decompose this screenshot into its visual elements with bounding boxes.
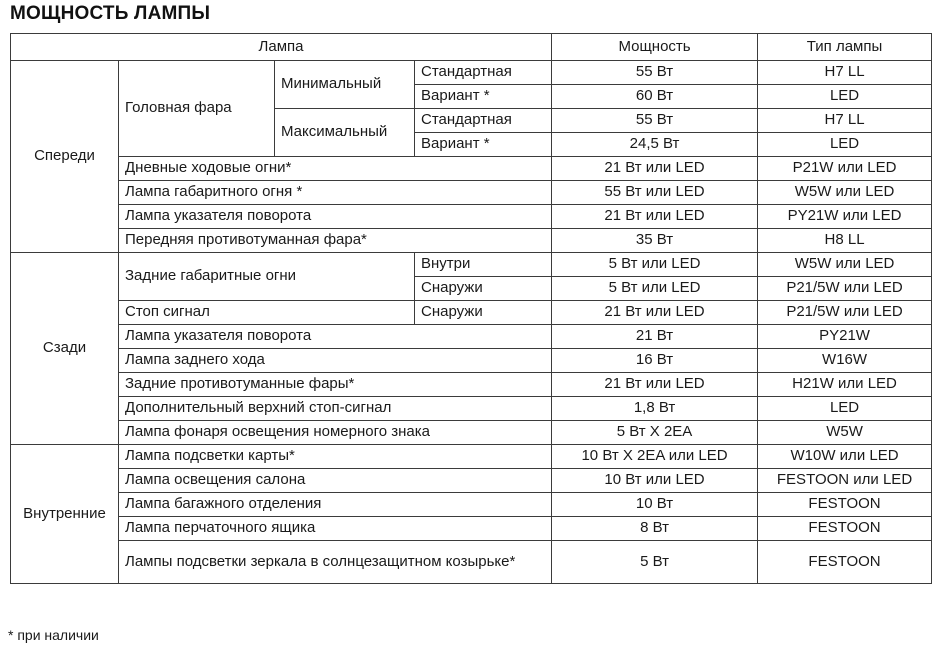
lamp-name-drl: Дневные ходовые огни* bbox=[119, 157, 552, 181]
table-body bbox=[11, 61, 932, 584]
table-row bbox=[11, 181, 932, 205]
page-title: МОЩНОСТЬ ЛАМПЫ bbox=[10, 3, 211, 24]
lamp-sub-low-beam: Минимальный bbox=[275, 61, 415, 109]
section-label-front: Спереди bbox=[11, 61, 119, 253]
bulb-type-value: P21/5W или LED bbox=[758, 301, 932, 325]
bulb-type-value: LED bbox=[758, 397, 932, 421]
table-row bbox=[11, 397, 932, 421]
bulb-type-value: H7 LL bbox=[758, 109, 932, 133]
lamp-name-room-lamp: Лампа освещения салона bbox=[119, 469, 552, 493]
lamp-name-license-plate: Лампа фонаря освещения номерного знака bbox=[119, 421, 552, 445]
bulb-type-value: FESTOON или LED bbox=[758, 469, 932, 493]
lamp-variant-option: Вариант * bbox=[415, 85, 552, 109]
power-value: 24,5 Вт bbox=[552, 133, 758, 157]
lamp-name-stop-signal: Стоп сигнал bbox=[119, 301, 415, 325]
power-value: 8 Вт bbox=[552, 517, 758, 541]
bulb-type-value: FESTOON bbox=[758, 517, 932, 541]
bulb-type-value: P21W или LED bbox=[758, 157, 932, 181]
column-header-type: Тип лампы bbox=[758, 34, 932, 61]
lamp-name-rear-turn-signal: Лампа указателя поворота bbox=[119, 325, 552, 349]
column-header-power: Мощность bbox=[552, 34, 758, 61]
power-value: 21 Вт или LED bbox=[552, 205, 758, 229]
power-value: 55 Вт или LED bbox=[552, 181, 758, 205]
section-label-interior: Внутренние bbox=[11, 445, 119, 584]
power-value: 55 Вт bbox=[552, 109, 758, 133]
table-row bbox=[11, 349, 932, 373]
lamp-variant-standard: Стандартная bbox=[415, 109, 552, 133]
bulb-type-value: FESTOON bbox=[758, 541, 932, 584]
lamp-name-luggage: Лампа багажного отделения bbox=[119, 493, 552, 517]
lamp-name-glove-box: Лампа перчаточного ящика bbox=[119, 517, 552, 541]
power-value: 21 Вт bbox=[552, 325, 758, 349]
table-row bbox=[11, 253, 932, 277]
bulb-type-value: W10W или LED bbox=[758, 445, 932, 469]
lamp-name-headlamp: Головная фара bbox=[119, 61, 275, 157]
table-row bbox=[11, 61, 932, 85]
bulb-power-table bbox=[10, 33, 932, 584]
footnote-if-equipped: * при наличии bbox=[8, 627, 99, 643]
power-value: 5 Вт X 2EA bbox=[552, 421, 758, 445]
power-value: 5 Вт или LED bbox=[552, 277, 758, 301]
power-value: 60 Вт bbox=[552, 85, 758, 109]
table-row bbox=[11, 229, 932, 253]
lamp-name-high-mount-stop: Дополнительный верхний стоп-сигнал bbox=[119, 397, 552, 421]
lamp-name-front-turn-signal: Лампа указателя поворота bbox=[119, 205, 552, 229]
bulb-type-value: W5W или LED bbox=[758, 181, 932, 205]
bulb-type-value: W5W bbox=[758, 421, 932, 445]
bulb-type-value: W16W bbox=[758, 349, 932, 373]
bulb-type-value: LED bbox=[758, 85, 932, 109]
lamp-position-outer: Снаружи bbox=[415, 301, 552, 325]
bulb-type-value: LED bbox=[758, 133, 932, 157]
bulb-type-value: H21W или LED bbox=[758, 373, 932, 397]
section-label-rear: Сзади bbox=[11, 253, 119, 445]
bulb-type-value: PY21W bbox=[758, 325, 932, 349]
table-row bbox=[11, 325, 932, 349]
table-row bbox=[11, 157, 932, 181]
lamp-name-reverse: Лампа заднего хода bbox=[119, 349, 552, 373]
bulb-type-value: H8 LL bbox=[758, 229, 932, 253]
power-value: 35 Вт bbox=[552, 229, 758, 253]
lamp-name-front-fog: Передняя противотуманная фара* bbox=[119, 229, 552, 253]
bulb-type-value: P21/5W или LED bbox=[758, 277, 932, 301]
lamp-name-vanity-mirror: Лампы подсветки зеркала в солнцезащитном козырьке* bbox=[119, 541, 552, 584]
power-value: 21 Вт или LED bbox=[552, 301, 758, 325]
table-row bbox=[11, 301, 932, 325]
power-value: 5 Вт bbox=[552, 541, 758, 584]
lamp-name-rear-position: Задние габаритные огни bbox=[119, 253, 415, 301]
lamp-sub-high-beam: Максимальный bbox=[275, 109, 415, 157]
bulb-type-value: W5W или LED bbox=[758, 253, 932, 277]
lamp-variant-standard: Стандартная bbox=[415, 61, 552, 85]
lamp-name-rear-fog: Задние противотуманные фары* bbox=[119, 373, 552, 397]
bulb-power-table-wrap bbox=[10, 33, 931, 584]
table-row bbox=[11, 445, 932, 469]
power-value: 5 Вт или LED bbox=[552, 253, 758, 277]
lamp-variant-option: Вариант * bbox=[415, 133, 552, 157]
column-header-lamp: Лампа bbox=[11, 34, 552, 61]
power-value: 10 Вт или LED bbox=[552, 469, 758, 493]
table-row bbox=[11, 541, 932, 584]
power-value: 55 Вт bbox=[552, 61, 758, 85]
bulb-type-value: PY21W или LED bbox=[758, 205, 932, 229]
power-value: 1,8 Вт bbox=[552, 397, 758, 421]
lamp-name-map-lamp: Лампа подсветки карты* bbox=[119, 445, 552, 469]
table-row bbox=[11, 205, 932, 229]
bulb-type-value: FESTOON bbox=[758, 493, 932, 517]
lamp-position-outer: Снаружи bbox=[415, 277, 552, 301]
table-row bbox=[11, 469, 932, 493]
table-row bbox=[11, 517, 932, 541]
power-value: 21 Вт или LED bbox=[552, 373, 758, 397]
table-head bbox=[11, 34, 932, 61]
lamp-position-inner: Внутри bbox=[415, 253, 552, 277]
lamp-name-position: Лампа габаритного огня * bbox=[119, 181, 552, 205]
table-row bbox=[11, 373, 932, 397]
power-value: 10 Вт X 2EA или LED bbox=[552, 445, 758, 469]
power-value: 10 Вт bbox=[552, 493, 758, 517]
table-header-row bbox=[11, 34, 932, 61]
bulb-type-value: H7 LL bbox=[758, 61, 932, 85]
power-value: 16 Вт bbox=[552, 349, 758, 373]
power-value: 21 Вт или LED bbox=[552, 157, 758, 181]
table-row bbox=[11, 493, 932, 517]
table-row bbox=[11, 421, 932, 445]
